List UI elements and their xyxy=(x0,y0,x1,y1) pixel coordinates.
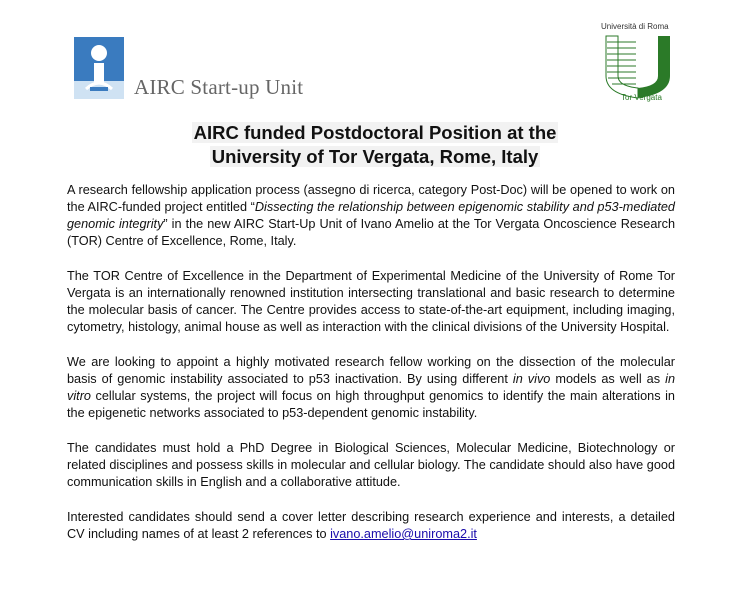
paragraph-centre: The TOR Centre of Excellence in the Department of Experimental Medicine of the University of Rome Tor Vergata is an internationally renowned institution intersecting translational and basic research to determine the molecular basis of cancer. The Centre provides access to state-of-the-art equipment, including imaging, cytometry, histology, animal house as well as interaction with the clinical divisions of the University Hospital. xyxy=(67,269,675,334)
project-title: Dissecting the relationship between epigenomic stability and p53-mediated genomic integrity xyxy=(67,200,675,231)
in-vivo-term: in vivo xyxy=(512,372,551,386)
airc-logo-text: AIRC Start-up Unit xyxy=(134,75,304,99)
airc-logo xyxy=(74,37,334,101)
tor-vergata-crest-icon xyxy=(598,32,678,102)
p1-text-c: ” in the new AIRC Start-Up Unit of Ivano Amelio at the Tor Vergata Oncoscience Research (TOR) Centre of Excellence, Rome, Italy. xyxy=(67,217,675,248)
p1-text-a: A research fellowship application process (assegno di ricerca, category Post-Doc) will be opened to work on the AIRC-funded project entitled “ xyxy=(67,183,675,214)
contact-email-link[interactable]: ivano.amelio@uniroma2.it xyxy=(330,527,477,541)
title-line-2: University of Tor Vergata, Rome, Italy xyxy=(211,146,539,167)
paragraph-project xyxy=(67,182,675,250)
title-line-1: AIRC funded Postdoctoral Position at the xyxy=(193,122,557,143)
in-vitro-term: in vitro xyxy=(67,372,675,403)
page-title xyxy=(0,121,750,169)
tor-vergata-bottom-text: Tor Vergata xyxy=(621,93,662,102)
p3-text-a: We are looking to appoint a highly motivated research fellow working on the dissection of the molecular basis of genomic instability associated to p53 inactivation. By using different xyxy=(67,355,675,386)
paragraph-role xyxy=(67,354,675,422)
tor-vergata-logo xyxy=(598,22,678,104)
p5-text-a: Interested candidates should send a cover letter describing research experience and interests, a detailed CV including names of at least 2 references to xyxy=(67,510,675,541)
airc-logo-icon xyxy=(74,37,124,99)
p3-text-e: cellular systems, the project will focus on high throughput genomics to identify the main alterations in the epigenetic networks associated to p53-dependent genomic instability. xyxy=(67,389,675,420)
paragraph-contact xyxy=(67,509,675,543)
document-body xyxy=(67,182,675,561)
p3-text-c: models as well as xyxy=(550,372,666,386)
tor-vergata-top-text: Università di Roma xyxy=(601,22,669,31)
paragraph-requirements: The candidates must hold a PhD Degree in Biological Sciences, Molecular Medicine, Biotechnology or related disciplines and possess skills in molecular and cellular biology. The candidate should also have good communication skills in English and a collaborative attitude. xyxy=(67,441,675,489)
